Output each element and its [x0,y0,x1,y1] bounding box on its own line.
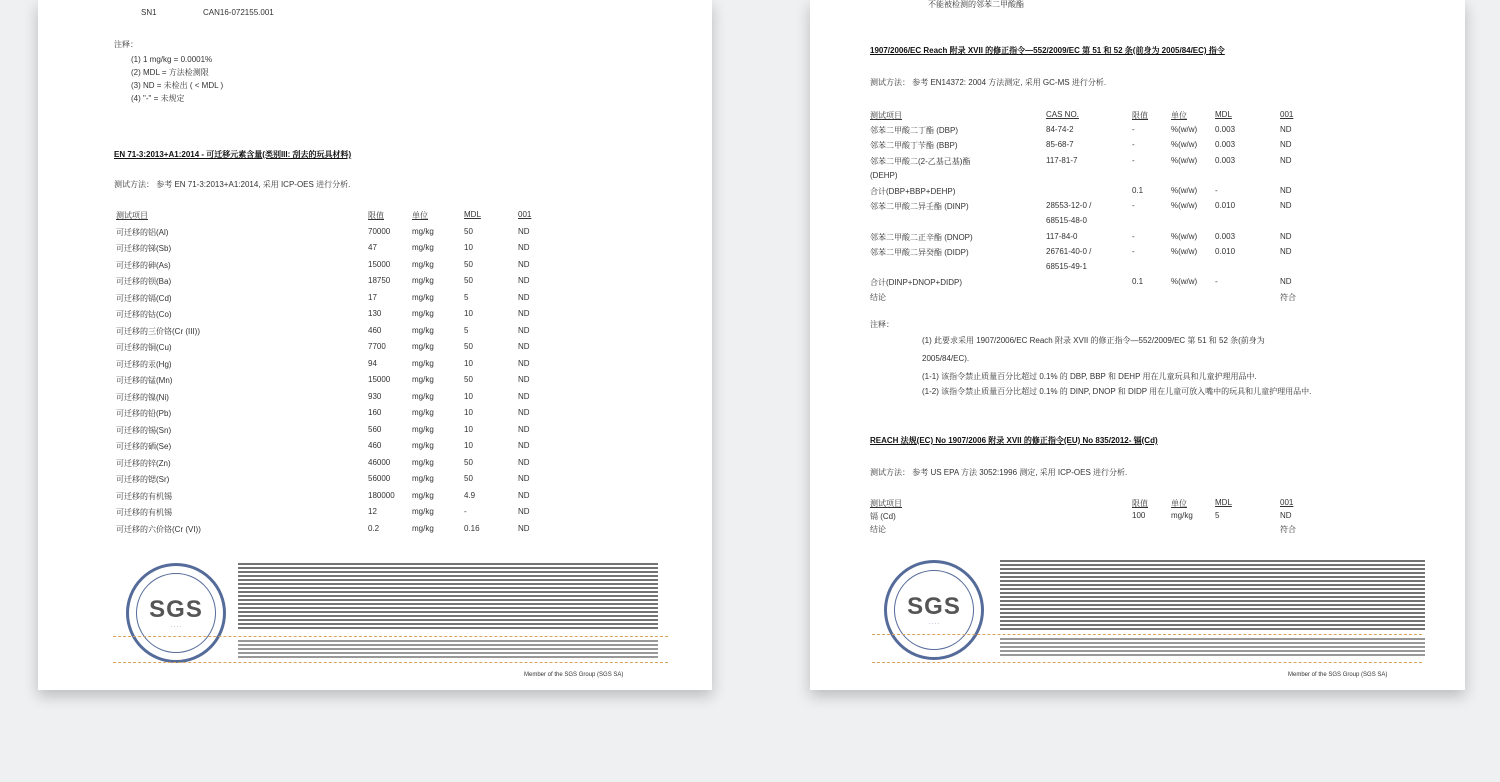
table-cell: ND [518,490,530,500]
table-cell: %(w/w) [1171,125,1198,135]
divider [872,634,1422,636]
disclaimer-text-block [238,563,658,631]
column-header: 限值 [1132,499,1148,508]
stamp-subtext: · · · · [170,624,182,630]
divider [113,636,668,638]
note-line: (1-2) 该指令禁止质量百分比超过 0.1% 的 DINP, DNOP 和 DIDP 用在儿童可放入嘴中的玩具和儿童护理用品中. [922,387,1312,396]
table-cell: %(w/w) [1171,231,1198,241]
table-cell: 46000 [368,457,391,467]
table-cell: 15000 [368,259,391,269]
column-header: MDL [1215,498,1232,507]
table-cell: 合计(DINP+DNOP+DIDP) [870,278,963,288]
table-row [870,262,1310,278]
note-line: 2005/84/EC). [922,354,970,363]
table-cell: ND [518,226,530,236]
table-cell: 邻苯二甲酸二异癸酯 (DIDP) [870,247,969,257]
table-cell: 930 [368,391,382,401]
table-cell: 10 [464,358,473,368]
table-cell: 邻苯二甲酸二异壬酯 (DINP) [870,202,969,212]
table-row [114,507,554,523]
table-cell: 47 [368,243,377,252]
table-cell: %(w/w) [1171,140,1198,150]
table-cell: 可迁移的镉(Cd) [116,293,172,303]
table-cell: 0.1 [1132,277,1144,287]
table-cell: 26761-40-0 / [1046,246,1092,256]
note-line: (2) MDL = 方法检测限 [131,68,209,77]
table-cell: ND [518,259,530,269]
table-cell: 符合 [1280,525,1296,534]
table-cell: - [1132,140,1135,150]
table-cell: ND [1280,125,1292,135]
table-cell: 28553-12-0 / [1046,201,1092,211]
column-header: 单位 [1171,499,1187,508]
table-cell: 10 [464,424,473,434]
table-cell: - [1132,125,1135,135]
address-text-block [1000,638,1425,658]
table-cell: mg/kg [412,292,434,302]
table-cell: 0.2 [368,523,380,533]
table-row [114,227,554,243]
table-cell: 15000 [368,375,391,384]
test-method: 测试方法： 参考 EN 71-3:2013+A1:2014, 采用 ICP-OES 进行分析. [114,180,351,189]
table-cell: - [1215,186,1218,195]
table-cell: ND [518,375,530,384]
table-cell: %(w/w) [1171,201,1198,211]
table-cell: 10 [464,391,473,401]
table-cell: 可迁移的钡(Ba) [116,277,172,286]
disclaimer-text-block [1000,560,1425,630]
column-header: 测试项目 [116,211,148,220]
table-cell: ND [518,276,530,285]
table-cell: ND [518,292,530,302]
table-row [870,140,1310,156]
table-cell: mg/kg [412,474,434,483]
table-header-row [870,110,1310,126]
table-cell: 可迁移的锌(Zn) [116,458,171,468]
notes-title: 注释： [870,320,894,329]
table-row [114,359,554,375]
table-cell: ND [1280,277,1292,287]
table-cell: 560 [368,424,382,434]
table-cell: mg/kg [412,507,434,516]
divider [113,662,668,664]
table-cell: 5 [464,292,469,302]
table-cell: 结论 [870,525,886,534]
table-row [114,441,554,457]
table-cell: 0.1 [1132,186,1144,195]
table-cell: ND [1280,140,1292,150]
table-cell: 84-74-2 [1046,125,1074,135]
table-cell: mg/kg [412,309,434,318]
table-cell: mg/kg [412,391,434,401]
table-cell: 50 [464,226,473,236]
table-cell: ND [518,243,530,252]
results-table [114,210,554,540]
table-cell: mg/kg [412,226,434,236]
column-header: 限值 [368,211,384,220]
table-row [114,243,554,259]
table-row [870,277,1310,293]
table-cell: 邻苯二甲酸二(2-乙基己基)酯 [870,156,971,166]
column-header: 001 [1280,498,1294,507]
table-cell: 100 [1132,511,1146,520]
table-cell: 50 [464,457,473,467]
table-cell: mg/kg [412,457,434,467]
note-line: (1) 1 mg/kg = 0.0001% [131,55,213,64]
notes-title: 注释： [114,40,138,49]
table-cell: ND [518,391,530,401]
table-cell: 可迁移的钴(Co) [116,310,172,319]
table-cell: 12 [368,507,377,516]
table-cell: 50 [464,342,473,351]
table-row [870,216,1310,232]
table-cell: ND [1280,246,1292,256]
table-row [114,375,554,391]
table-cell: 17 [368,292,377,302]
table-cell: 68515-49-1 [1046,262,1087,271]
table-cell: ND [518,474,530,483]
table-cell: 460 [368,441,382,450]
table-cell: 5 [1215,511,1220,520]
table-row [114,474,554,490]
table-cell: - [1132,246,1135,256]
table-row [114,491,554,507]
table-cell: 符合 [1280,293,1296,303]
member-text: Member of the SGS Group (SGS SA) [524,672,624,678]
table-cell: ND [518,424,530,434]
table-row [114,342,554,358]
test-report-page-left [38,0,712,690]
note-line: (1) 此要求采用 1907/2006/EC Reach 附录 XVII 的修正指令—552/2009/EC 第 51 和 52 条(前身为 [922,336,1265,345]
table-cell: 130 [368,309,382,318]
table-cell: ND [1280,201,1292,211]
table-row [114,309,554,325]
table-cell: 10 [464,441,473,450]
phthalate-results-table [870,110,1310,310]
table-row [870,125,1310,141]
table-cell: 可迁移的铅(Pb) [116,409,172,418]
table-cell: 可迁移的锶(Sr) [116,475,170,484]
table-cell: - [464,507,467,516]
test-report-page-right [810,0,1465,690]
table-cell: 70000 [368,226,391,236]
section-title: EN 71-3:2013+A1:2014 - 可迁移元素含量(类别III: 刮去的玩具材料) [114,150,352,159]
table-cell: 可迁移的锑(Sb) [116,244,172,253]
table-cell: 68515-48-0 [1046,216,1087,226]
table-cell: 可迁移的砷(As) [116,260,171,270]
column-header: 单位 [412,211,428,220]
table-row [114,326,554,342]
table-cell: mg/kg [412,441,434,450]
table-cell: ND [1280,511,1292,520]
column-header: CAS NO. [1046,110,1079,119]
table-row [114,293,554,309]
table-cell: 0.010 [1215,201,1236,211]
table-cell: mg/kg [412,243,434,252]
sample-code: CAN16-072155.001 [203,8,274,17]
table-cell: 56000 [368,474,391,483]
member-text: Member of the SGS Group (SGS SA) [1288,672,1388,678]
table-cell: 460 [368,325,382,335]
table-cell: mg/kg [1171,511,1193,520]
table-row [870,201,1310,217]
stamp-text: SGS [907,593,961,620]
table-cell: 0.003 [1215,155,1236,165]
table-cell: mg/kg [412,325,434,335]
note-line: (1-1) 该指令禁止质量百分比超过 0.1% 的 DBP, BBP 和 DEHP 用在儿童玩具和儿童护理用品中. [922,372,1257,381]
table-row [114,392,554,408]
column-header: 测试项目 [870,111,902,120]
table-cell: 4.9 [464,490,476,500]
table-row [114,458,554,474]
table-cell: %(w/w) [1171,246,1198,256]
table-cell: 160 [368,408,382,417]
column-header: 限值 [1132,111,1148,120]
table-cell: - [1132,201,1135,211]
sgs-stamp [884,560,984,660]
table-row [114,276,554,292]
table-cell: ND [518,342,530,351]
table-cell: %(w/w) [1171,186,1198,195]
table-cell: 可迁移的锰(Mn) [116,376,173,385]
table-cell: mg/kg [412,408,434,417]
table-cell: 10 [464,243,473,252]
section-title: 1907/2006/EC Reach 附录 XVII 的修正指令—552/2009/EC 第 51 和 52 条(前身为 2005/84/EC) 指令 [870,46,1225,55]
table-cell: mg/kg [412,424,434,434]
table-cell: ND [518,309,530,318]
table-cell: mg/kg [412,358,434,368]
table-cell: 邻苯二甲酸二丁酯 (DBP) [870,126,958,136]
column-header: 测试项目 [870,499,902,508]
table-cell: 可迁移的铝(Al) [116,227,169,237]
table-cell: 10 [464,309,473,318]
table-row [870,186,1310,202]
table-cell: 0.003 [1215,125,1236,135]
table-cell: - [1132,231,1135,241]
section-title: REACH 法规(EC) No 1907/2006 附录 XVII 的修正指令(EU) No 835/2012- 镉(Cd) [870,436,1158,445]
table-cell: 镉 (Cd) [870,512,896,521]
table-cell: ND [518,325,530,335]
table-cell: 50 [464,375,473,384]
table-cell: ND [518,441,530,450]
table-cell: %(w/w) [1171,155,1198,165]
table-cell: ND [518,408,530,417]
sample-id: SN1 [141,8,157,17]
column-header: 单位 [1171,111,1187,120]
table-cell: 结论 [870,293,886,303]
table-cell: 可迁移的有机锡 [116,491,172,501]
table-row [870,524,1310,540]
cadmium-results-table [870,498,1310,548]
sgs-stamp [126,563,226,663]
table-cell: 可迁移的汞(Hg) [116,359,172,369]
table-cell: mg/kg [412,342,434,351]
table-cell: ND [518,507,530,516]
note-line: (3) ND = 未检出 ( < MDL ) [131,81,224,90]
table-row [870,292,1310,308]
table-cell: mg/kg [412,523,434,533]
table-cell: mg/kg [412,259,434,269]
table-cell: 邻苯二甲酸二正辛酯 (DNOP) [870,232,973,242]
table-cell: 可迁移的镍(Ni) [116,392,169,402]
table-cell: - [1132,155,1135,165]
table-cell: 0.003 [1215,231,1236,241]
test-method: 测试方法： 参考 US EPA 方法 3052:1996 测定, 采用 ICP-OES 进行分析. [870,468,1128,477]
table-cell: 94 [368,358,377,368]
table-cell: mg/kg [412,276,434,285]
column-header: 001 [518,210,532,219]
table-cell: ND [1280,155,1292,165]
table-cell: 合计(DBP+BBP+DEHP) [870,187,956,196]
table-cell: 5 [464,325,469,335]
table-cell: 可迁移的锡(Sn) [116,425,172,435]
table-cell: 10 [464,408,473,417]
table-cell: ND [518,358,530,368]
table-cell: 可迁移的有机锡 [116,508,172,517]
table-row [114,260,554,276]
stamp-subtext: · · · · [928,621,940,627]
table-cell: 可迁移的铜(Cu) [116,343,172,352]
table-cell: 85-68-7 [1046,140,1074,150]
test-method: 测试方法： 参考 EN14372: 2004 方法测定, 采用 GC-MS 进行分析. [870,78,1107,87]
table-cell: 0.16 [464,523,480,533]
table-cell: 可迁移的硒(Se) [116,442,172,451]
note-line: (4) "-" = 未规定 [131,94,185,103]
table-cell: %(w/w) [1171,277,1198,287]
table-cell: 可迁移的六价铬(Cr (VI)) [116,524,201,534]
table-cell: mg/kg [412,375,434,384]
table-cell: 180000 [368,490,395,500]
table-cell: 117-84-0 [1046,231,1078,241]
table-cell: ND [1280,186,1292,195]
table-row [114,408,554,424]
table-cell: ND [518,523,530,533]
address-text-block [238,640,658,658]
table-cell: 50 [464,474,473,483]
stamp-text: SGS [149,596,203,623]
table-cell: - [1215,277,1218,287]
top-note: 不能被检测的邻苯二甲酸酯 [928,0,1024,9]
column-header: MDL [1215,110,1232,119]
table-cell: 0.010 [1215,246,1236,256]
table-cell: mg/kg [412,490,434,500]
table-cell: 邻苯二甲酸丁苄酯 (BBP) [870,141,958,151]
table-cell: 18750 [368,276,391,285]
table-row [870,232,1310,248]
table-cell: (DEHP) [870,170,898,180]
table-cell: 50 [464,276,473,285]
table-cell: 7700 [368,342,386,351]
table-row [114,425,554,441]
table-cell: 可迁移的三价铬(Cr (III)) [116,326,200,336]
divider [872,662,1422,664]
column-header: 001 [1280,110,1294,119]
table-row [870,247,1310,263]
table-row [870,156,1310,172]
table-row [870,171,1310,187]
table-header-row [114,210,554,226]
table-cell: 117-81-7 [1046,155,1078,165]
table-cell: ND [518,457,530,467]
table-cell: 0.003 [1215,140,1236,150]
column-header: MDL [464,210,481,219]
table-cell: ND [1280,231,1292,241]
table-row [114,524,554,540]
table-cell: 50 [464,259,473,269]
